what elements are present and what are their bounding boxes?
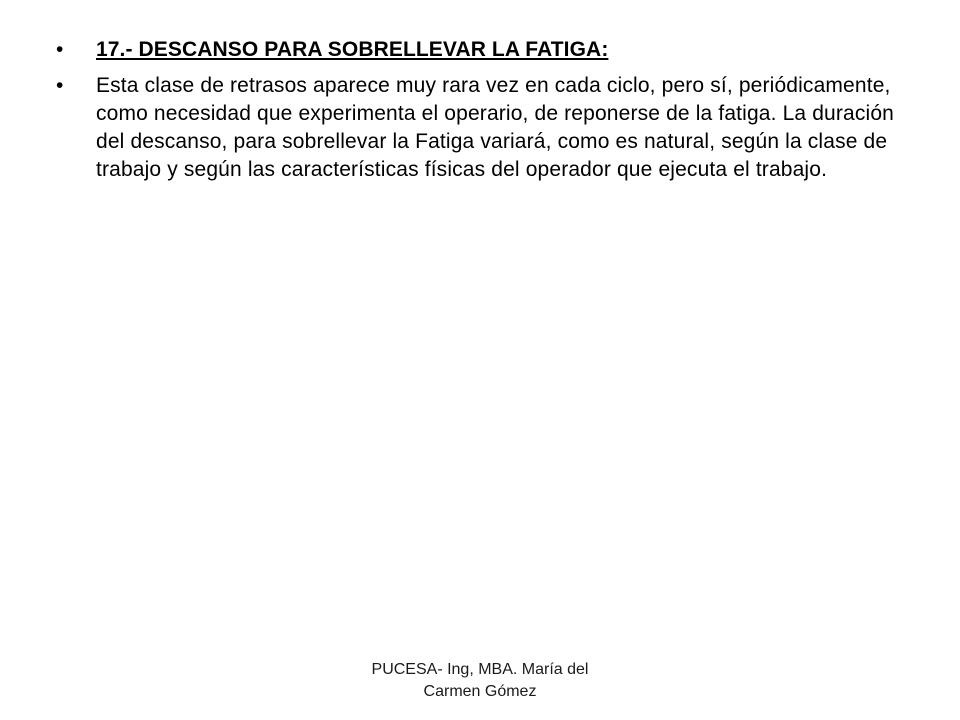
bullet-body: [56, 72, 916, 184]
footer-line-1: PUCESA- Ing, MBA. María del: [371, 661, 589, 678]
bullet-marker: •: [56, 38, 64, 61]
bullet-list: [56, 36, 916, 192]
slide-heading: 17.- DESCANSO PARA SOBRELLEVAR LA FATIGA:: [96, 38, 609, 61]
footer-line-2: Carmen Gómez: [423, 683, 537, 700]
slide-footer: [330, 659, 630, 703]
bullet-marker: •: [56, 74, 64, 97]
body-paragraph: Esta clase de retrasos aparece muy rara vez en cada ciclo, pero sí, periódicamente, como necesidad que experimenta el operario, de reponerse de la fatiga. La duración del descanso, para sobrellevar la Fatiga variará, como es natural, según la clase de trabajo y según las características físicas del operador que ejecuta el trabajo.: [96, 74, 894, 181]
bullet-heading: [56, 36, 916, 64]
